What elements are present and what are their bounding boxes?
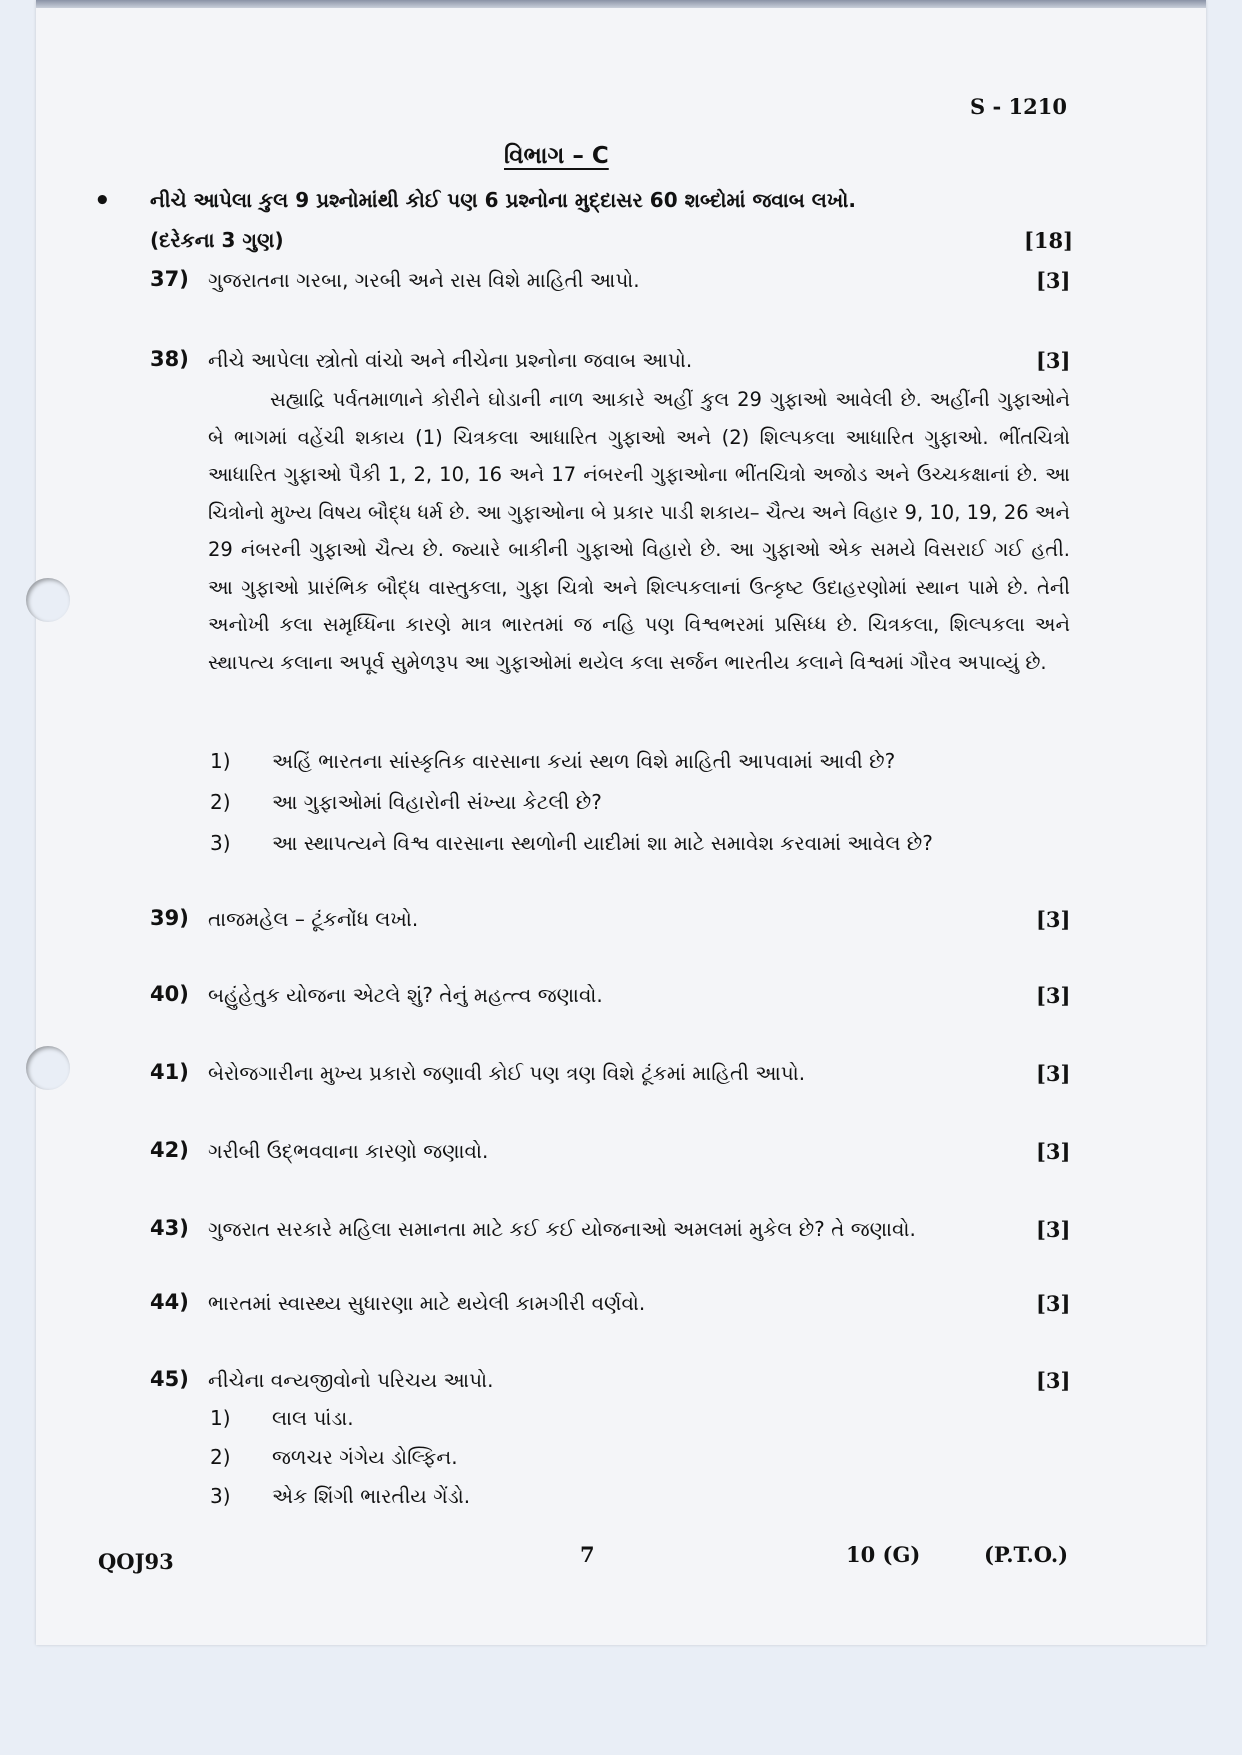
- question-number: 38): [150, 347, 189, 371]
- sub-question-text: જળચર ગંગેય ડોલ્ફિન.: [272, 1445, 458, 1469]
- sub-question-text: લાલ પાંડા.: [272, 1406, 354, 1430]
- section-total-marks: [18]: [1024, 228, 1074, 253]
- question-number: 39): [150, 906, 189, 930]
- question-marks: [3]: [1036, 907, 1071, 932]
- sub-question-number: 3): [210, 831, 231, 855]
- question-text: ભારતમાં સ્વાસ્થ્ય સુધારણા માટે થયેલી કામગીરી વર્ણવો.: [208, 1291, 646, 1315]
- sub-question-number: 1): [210, 749, 231, 773]
- question-text: બેરોજગારીના મુખ્ય પ્રકારો જણાવી કોઈ પણ ત્રણ વિશે ટૂંકમાં માહિતી આપો.: [208, 1061, 806, 1085]
- sub-question-number: 3): [210, 1484, 231, 1508]
- question-number: 42): [150, 1138, 189, 1162]
- source-passage: સહ્યાદ્રિ પર્વતમાળાને કોરીને ઘોડાની નાળ આકારે અહીં કુલ 29 ગુફાઓ આવેલી છે. અહીંની ગુફાઓને બે ભાગમાં વહેંચી શકાય (1) ચિત્રકલા આધારિત ગુફાઓ અને (2) શિલ્પકલા આધારિત ગુફાઓ. ભીંતચિત્રો આધારિત ગુફાઓ પૈકી 1, 2, 10, 16 અને 17 નંબરની ગુફાઓના ભીંતચિત્રો અજોડ અને ઉચ્ચકક્ષાનાં છે. આ ચિત્રોનો મુખ્ય વિષય બૌદ્ધ ધર્મ છે. આ ગુફાઓના બે પ્રકાર પાડી શકાય– ચૈત્ય અને વિહાર 9, 10, 19, 26 અને 29 નંબરની ગુફાઓ ચૈત્ય છે. જ્યારે બાકીની ગુફાઓ વિહારો છે. આ ગુફાઓ એક સમયે વિસરાઈ ગઈ હતી. આ ગુફાઓ પ્રારંભિક બૌદ્ધ વાસ્તુકલા, ગુફા ચિત્રો અને શિલ્પકલાનાં ઉત્કૃષ્ટ ઉદાહરણોમાં સ્થાન પામે છે. તેની અનોખી કલા સમૃધ્ધિના કારણે માત્ર ભારતમાં જ નહિ પણ વિશ્વભરમાં પ્રસિધ્ધ છે. ચિત્રકલા, શિલ્પકલા અને સ્થાપત્ય કલાના અપૂર્વ સુમેળરૂપ આ ગુફાઓમાં થયેલ કલા સર્જન ભારતીય કલાને વિશ્વમાં ગૌરવ અપાવ્યું છે.: [208, 388, 1070, 674]
- scan-edge: [36, 0, 1206, 8]
- paper-code: S - 1210: [970, 94, 1067, 119]
- footer-class: 10 (G): [846, 1542, 921, 1567]
- footer-code: QOJ93: [98, 1549, 174, 1574]
- question-marks: [3]: [1036, 1291, 1071, 1316]
- question-text: ગુજરાતના ગરબા, ગરબી અને રાસ વિશે માહિતી આપો.: [208, 268, 640, 292]
- question-number: 43): [150, 1216, 189, 1240]
- question-number: 40): [150, 982, 189, 1006]
- sub-question-number: 1): [210, 1406, 231, 1430]
- question-number: 37): [150, 267, 189, 291]
- question-marks: [3]: [1036, 1217, 1071, 1242]
- question-marks: [3]: [1036, 268, 1071, 293]
- section-instruction-marks: (દરેકના 3 ગુણ): [150, 228, 284, 252]
- question-number: 41): [150, 1060, 189, 1084]
- question-marks: [3]: [1036, 348, 1071, 373]
- question-number: 45): [150, 1367, 189, 1391]
- section-title: વિભાગ – C: [504, 143, 609, 169]
- sub-question-number: 2): [210, 790, 231, 814]
- question-text: ગરીબી ઉદ્ભવવાના કારણો જણાવો.: [208, 1139, 489, 1163]
- punch-hole-top: [26, 578, 70, 622]
- question-marks: [3]: [1036, 1368, 1071, 1393]
- sub-question-number: 2): [210, 1445, 231, 1469]
- question-number: 44): [150, 1290, 189, 1314]
- question-text: તાજમહેલ – ટૂંકનોંધ લખો.: [208, 907, 419, 931]
- sub-question-text: આ સ્થાપત્યને વિશ્વ વારસાના સ્થળોની યાદીમાં શા માટે સમાવેશ કરવામાં આવેલ છે?: [272, 831, 933, 855]
- question-text: નીચે આપેલા સ્ત્રોતો વાંચો અને નીચેના પ્રશ્નોના જવાબ આપો.: [208, 348, 693, 372]
- page-number: 7: [580, 1542, 595, 1567]
- question-marks: [3]: [1036, 1061, 1071, 1086]
- question-marks: [3]: [1036, 983, 1071, 1008]
- question-text: બહુંહેતુક યોજના એટલે શું? તેનું મહત્ત્વ જણાવો.: [208, 983, 603, 1007]
- question-marks: [3]: [1036, 1139, 1071, 1164]
- sub-question-text: આ ગુફાઓમાં વિહારોની સંખ્યા કેટલી છે?: [272, 790, 602, 814]
- sub-question-text: એક શિંગી ભારતીય ગેંડો.: [272, 1484, 471, 1508]
- section-instruction: નીચે આપેલા કુલ 9 પ્રશ્નોમાંથી કોઈ પણ 6 પ્રશ્નોના મુદ્દાસર 60 શબ્દોમાં જવાબ લખો.: [150, 188, 856, 212]
- punch-hole-bottom: [26, 1046, 70, 1090]
- sub-question-text: અહિં ભારતના સાંસ્કૃતિક વારસાના કયાં સ્થળ વિશે માહિતી આપવામાં આવી છે?: [272, 749, 896, 773]
- question-text: નીચેના વન્યજીવોનો પરિચય આપો.: [208, 1368, 494, 1392]
- please-turn-over: (P.T.O.): [984, 1542, 1069, 1567]
- question-text: ગુજરાત સરકારે મહિલા સમાનતા માટે કઈ કઈ યોજનાઓ અમલમાં મુકેલ છે? તે જણાવો.: [208, 1217, 916, 1241]
- bullet-icon: •: [94, 186, 111, 216]
